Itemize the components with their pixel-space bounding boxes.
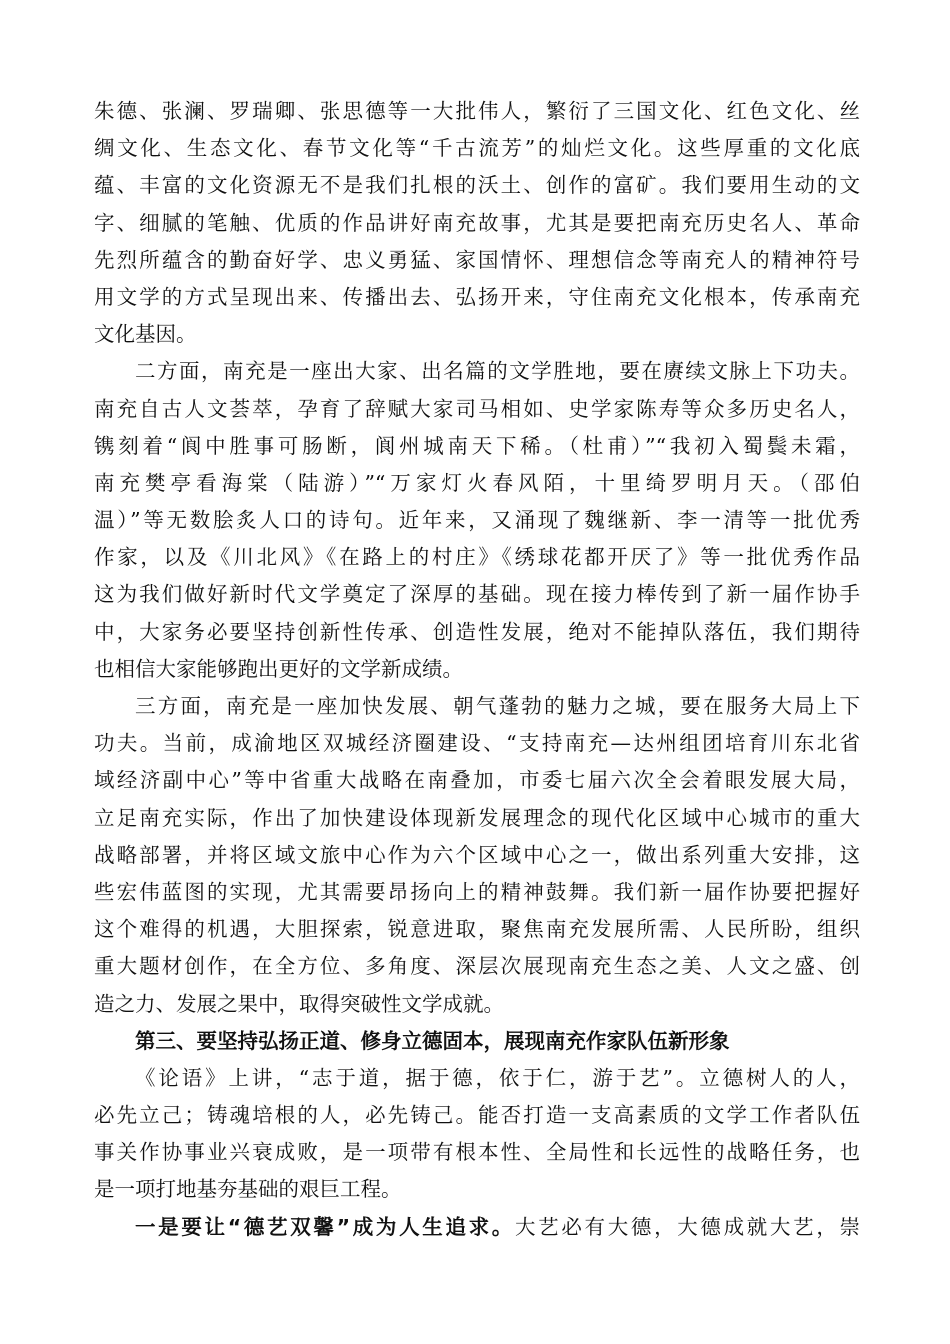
- text-line: 必先立己；铸魂培根的人，必先铸己。能否打造一支高素质的文学工作者队伍: [94, 1103, 860, 1128]
- text-line: 字、细腻的笔触、优质的作品讲好南充故事，尤其是要把南充历史名人、革命: [94, 210, 860, 235]
- text-line: 是一项打地基夯基础的艰巨工程。: [94, 1177, 402, 1202]
- text-line: 中，大家务必要坚持创新性传承、创造性发展，绝对不能掉队落伍，我们期待: [94, 619, 860, 644]
- section-heading: 第三、要坚持弘扬正道、修身立德固本，展现南充作家队伍新形象: [135, 1028, 730, 1053]
- text-line: 重大题材创作，在全方位、多角度、深层次展现南充生态之美、人文之盛、创: [94, 954, 860, 979]
- text-line: 作家，以及《川北风》《在路上的村庄》《绣球花都开厌了》等一批优秀作品: [94, 545, 860, 570]
- text-line: 功夫。当前，成渝地区双城经济圈建设、“支持南充—达州组团培育川东北省: [94, 731, 860, 756]
- text-line: 这个难得的机遇，大胆探索，锐意进取，聚焦南充发展所需、人民所盼，组织: [94, 917, 860, 942]
- text-line: 立足南充实际，作出了加快建设体现新发展理念的现代化区域中心城市的重大: [94, 805, 860, 830]
- text-line: 事关作协事业兴衰成败，是一项带有根本性、全局性和长远性的战略任务，也: [94, 1140, 860, 1165]
- paragraph-lead-bold: 一是要让“德艺双馨”成为人生追求。: [135, 1214, 515, 1239]
- text-line: 造之力、发展之果中，取得突破性文学成就。: [94, 991, 504, 1016]
- text-line: 镌刻着“阆中胜事可肠断，阆州城南天下稀。（杜甫）”“我初入蜀鬓未霜，: [94, 433, 860, 458]
- text-line: 先烈所蕴含的勤奋好学、忠义勇猛、家国情怀、理想信念等南充人的精神符号: [94, 247, 860, 272]
- paragraph-text: 大艺必有大德，大德成就大艺，崇: [515, 1214, 861, 1239]
- text-line: 战略部署，并将区域文旅中心作为六个区域中心之一，做出系列重大安排，这: [94, 842, 860, 867]
- text-line: 也相信大家能够跑出更好的文学新成绩。: [94, 656, 463, 681]
- text-line: 这为我们做好新时代文学奠定了深厚的基础。现在接力棒传到了新一届作协手: [94, 582, 860, 607]
- text-line: 朱德、张澜、罗瑞卿、张思德等一大批伟人，繁衍了三国文化、红色文化、丝: [94, 99, 860, 123]
- paragraph-start-line: 三方面，南充是一座加快发展、朝气蓬勃的魅力之城，要在服务大局上下: [135, 694, 860, 718]
- text-line: 绸文化、生态文化、春节文化等“千古流芳”的灿烂文化。这些厚重的文化底: [94, 136, 860, 161]
- text-line: 些宏伟蓝图的实现，尤其需要昂扬向上的精神鼓舞。我们新一届作协要把握好: [94, 879, 860, 904]
- text-line: 用文学的方式呈现出来、传播出去、弘扬开来，守住南充文化根本，传承南充: [94, 284, 860, 309]
- text-line: 域经济副中心”等中省重大战略在南叠加，市委七届六次全会着眼发展大局，: [94, 768, 860, 793]
- document-page: [94, 93, 860, 1246]
- paragraph-start-line: 二方面，南充是一座出大家、出名篇的文学胜地，要在赓续文脉上下功夫。: [135, 359, 860, 384]
- text-line: 南充自古人文荟萃，孕育了辞赋大家司马相如、史学家陈寿等众多历史名人，: [94, 396, 860, 421]
- paragraph-start-line: 《论语》上讲，“志于道，据于德，依于仁，游于艺”。立德树人的人，: [135, 1065, 860, 1090]
- text-line: 文化基因。: [94, 322, 197, 347]
- paragraph-start-line: [94, 1209, 860, 1246]
- text-line: 南充樊亭看海棠（陆游）”“万家灯火春风陌，十里绮罗明月天。（邵伯: [94, 470, 860, 495]
- text-line: 温）”等无数脍炙人口的诗句。近年来，又涌现了魏继新、李一清等一批优秀: [94, 508, 860, 533]
- text-line: 蕴、丰富的文化资源无不是我们扎根的沃土、创作的富矿。我们要用生动的文: [94, 173, 860, 198]
